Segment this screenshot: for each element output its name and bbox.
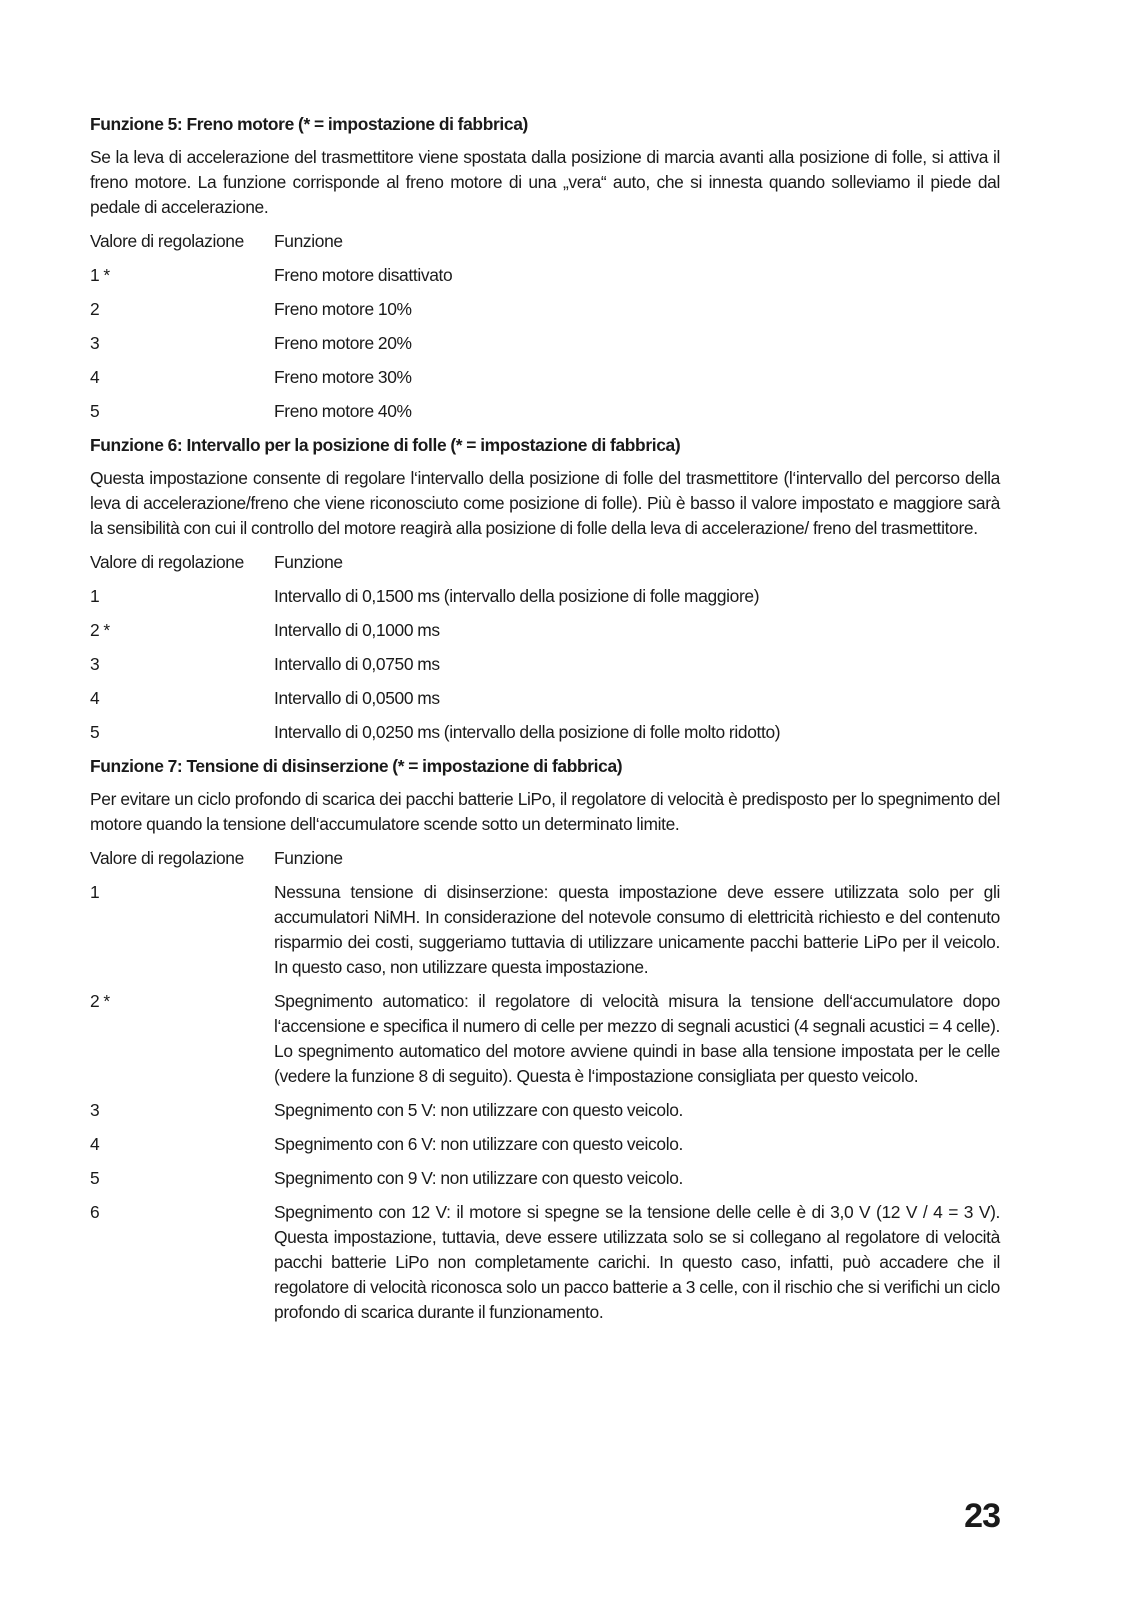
- section-funzione-6: [90, 433, 1000, 745]
- header-function: Funzione: [274, 231, 343, 251]
- header-value: Valore di regolazione: [90, 231, 244, 251]
- row-function: Spegnimento con 12 V: il motore si spegne se la tensione delle celle è di 3,0 V (12 V / 4 = 3 V). Questa impostazione, tuttavia, deve essere utilizzata solo se si collegano al regolatore di velocità pacchi batterie LiPo non completamente carichi. In questo caso, infatti, può accadere che il regolatore di velocità riconosca solo un pacco batterie a 3 celle, con il rischio che si verifichi un ciclo profondo di scarica durante il funzionamento.: [274, 1202, 1000, 1322]
- row-function: Intervallo di 0,0250 ms (intervallo della posizione di folle molto ridotto): [274, 722, 781, 742]
- table-row: [90, 297, 1000, 322]
- section-title: Funzione 5: Freno motore (* = impostazione di fabbrica): [90, 114, 528, 134]
- row-function: Freno motore 20%: [274, 333, 412, 353]
- section-intro: Se la leva di accelerazione del trasmettitore viene spostata dalla posizione di marcia avanti alla posizione di folle, si attiva il freno motore. La funzione corrisponde al freno motore di una „vera“ auto, che si innesta quando solleviamo il piede dal pedale di accelerazione.: [90, 147, 1000, 217]
- row-function: Freno motore 40%: [274, 401, 412, 421]
- header-value: Valore di regolazione: [90, 848, 244, 868]
- section-intro: Per evitare un ciclo profondo di scarica dei pacchi batterie LiPo, il regolatore di velocità è predisposto per lo spegnimento del motore quando la tensione dell‘accumulatore scende sotto un determinato limite.: [90, 789, 1000, 834]
- row-function: Spegnimento con 6 V: non utilizzare con questo veicolo.: [274, 1134, 684, 1154]
- table-row: [90, 686, 1000, 711]
- row-value: 6: [90, 1202, 100, 1222]
- section-funzione-5: [90, 112, 1000, 424]
- row-value: 2 *: [90, 620, 110, 640]
- header-function: Funzione: [274, 552, 343, 572]
- row-value: 3: [90, 654, 100, 674]
- section-title: Funzione 6: Intervallo per la posizione di folle (* = impostazione di fabbrica): [90, 435, 681, 455]
- table-row: [90, 365, 1000, 390]
- row-function: Freno motore 10%: [274, 299, 412, 319]
- document-page: [90, 112, 1000, 1334]
- table-row: [90, 1132, 1000, 1157]
- row-function: Intervallo di 0,0500 ms: [274, 688, 440, 708]
- table-row: [90, 1098, 1000, 1123]
- row-function: Intervallo di 0,0750 ms: [274, 654, 440, 674]
- row-value: 5: [90, 722, 100, 742]
- table-header: [90, 229, 1000, 254]
- table-row: [90, 584, 1000, 609]
- table-row: [90, 263, 1000, 288]
- section-title: Funzione 7: Tensione di disinserzione (* = impostazione di fabbrica): [90, 756, 623, 776]
- header-value: Valore di regolazione: [90, 552, 244, 572]
- row-value: 1 *: [90, 265, 110, 285]
- row-function: Spegnimento con 5 V: non utilizzare con questo veicolo.: [274, 1100, 684, 1120]
- row-value: 3: [90, 1100, 100, 1120]
- row-function: Spegnimento con 9 V: non utilizzare con questo veicolo.: [274, 1168, 684, 1188]
- header-function: Funzione: [274, 848, 343, 868]
- table-row: [90, 880, 1000, 980]
- row-function: Spegnimento automatico: il regolatore di velocità misura la tensione dell‘accumulatore dopo l‘accensione e specifica il numero di celle per mezzo di segnali acustici (4 segnali acustici = 4 celle). Lo spegnimento automatico del motore avviene quindi in base alla tensione impostata per le celle (vedere la funzione 8 di seguito). Questa è l‘impostazione consigliata per questo veicolo.: [274, 991, 1000, 1086]
- table-row: [90, 331, 1000, 356]
- section-funzione-7: [90, 754, 1000, 1325]
- row-value: 4: [90, 1134, 100, 1154]
- row-function: Freno motore 30%: [274, 367, 412, 387]
- table-row: [90, 652, 1000, 677]
- row-value: 1: [90, 586, 100, 606]
- row-function: Intervallo di 0,1000 ms: [274, 620, 440, 640]
- table-header: [90, 550, 1000, 575]
- row-value: 4: [90, 688, 100, 708]
- row-function: Nessuna tensione di disinserzione: questa impostazione deve essere utilizzata solo per gli accumulatori NiMH. In considerazione del notevole consumo di elettricità richiesto e del contenuto risparmio dei costi, suggeriamo tuttavia di utilizzare unicamente pacchi batterie LiPo per il veicolo. In questo caso, non utilizzare questa impostazione.: [274, 882, 1000, 977]
- table-row: [90, 720, 1000, 745]
- row-value: 4: [90, 367, 100, 387]
- table-row: [90, 1200, 1000, 1325]
- row-value: 2 *: [90, 991, 110, 1011]
- table-header: [90, 846, 1000, 871]
- row-function: Intervallo di 0,1500 ms (intervallo della posizione di folle maggiore): [274, 586, 760, 606]
- section-intro: Questa impostazione consente di regolare l‘intervallo della posizione di folle del trasmettitore (l‘intervallo del percorso della leva di accelerazione/freno che viene riconosciuto come posizione di folle). Più è basso il valore impostato e maggiore sarà la sensibilità con cui il controllo del motore reagirà alla posizione di folle della leva di accelerazione/ freno del trasmettitore.: [90, 468, 1000, 538]
- table-row: [90, 399, 1000, 424]
- row-function: Freno motore disattivato: [274, 265, 453, 285]
- row-value: 5: [90, 1168, 100, 1188]
- table-row: [90, 618, 1000, 643]
- row-value: 2: [90, 299, 100, 319]
- table-row: [90, 989, 1000, 1089]
- row-value: 3: [90, 333, 100, 353]
- row-value: 5: [90, 401, 100, 421]
- page-number: 23: [964, 1497, 1000, 1535]
- row-value: 1: [90, 882, 100, 902]
- table-row: [90, 1166, 1000, 1191]
